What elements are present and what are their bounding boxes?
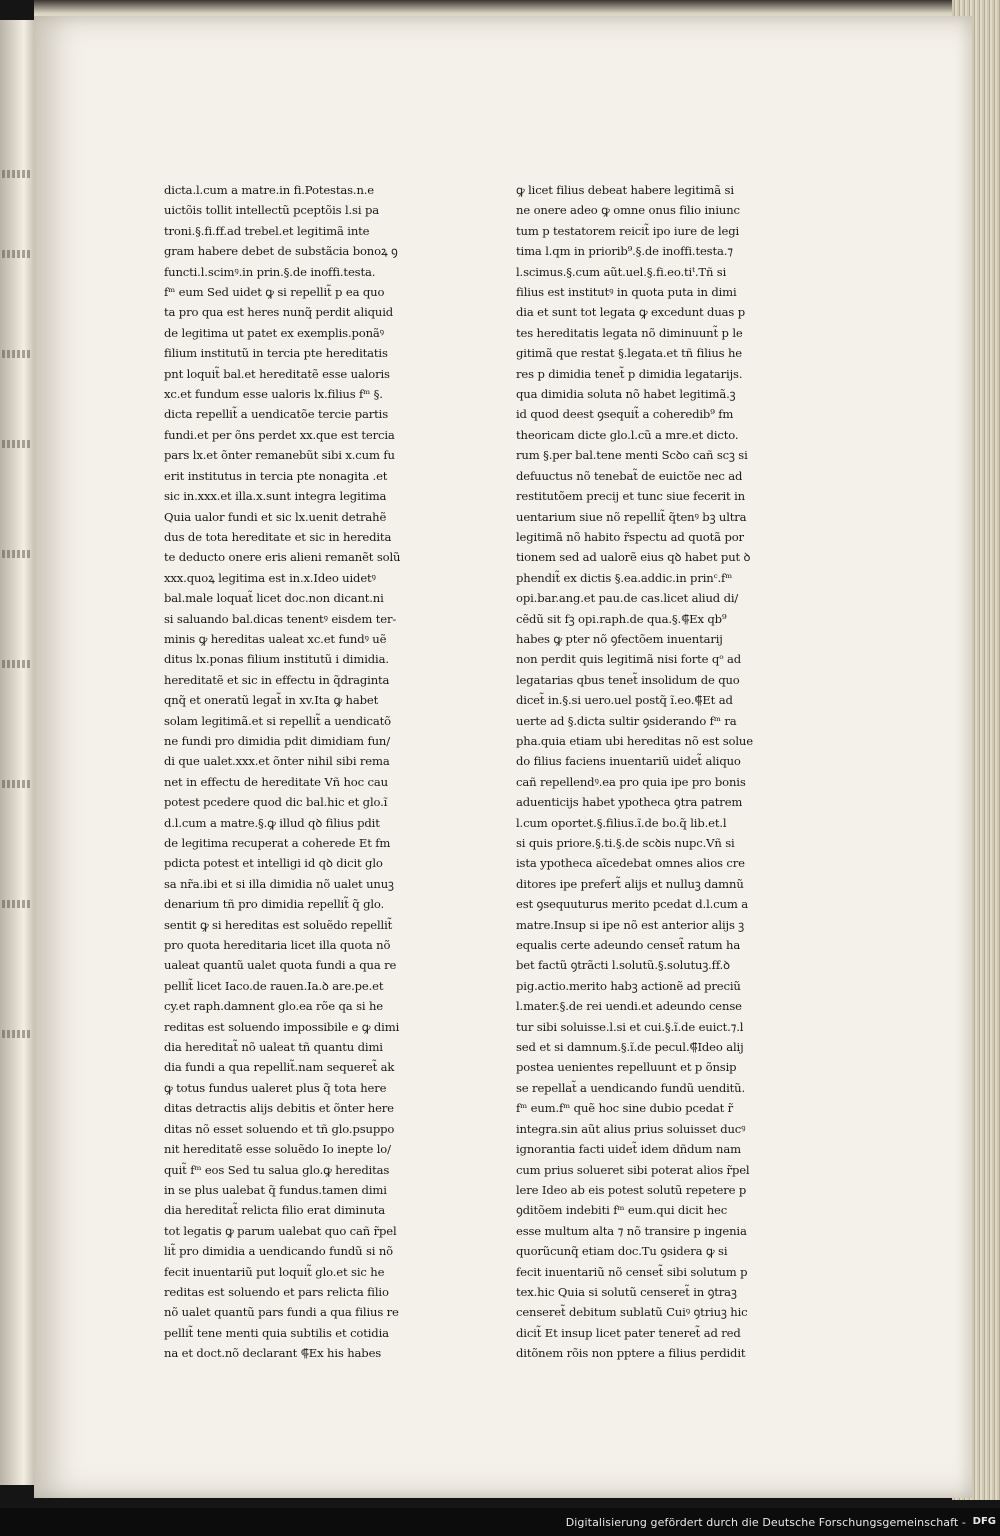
text-line: censeret̃ debitum sublatũ Cuiꝰ ꝯtriuꝫ hic: [516, 1305, 748, 1320]
text-line: xxx.quoꝝ legitima est in.x.Ideo uidetꝰ: [164, 570, 376, 585]
text-line: Quia ualor fundi et sic lx.uenit detrahẽ: [164, 509, 387, 524]
text-line: do filius faciens inuentariũ uidet̃ aliquo: [516, 754, 741, 769]
text-line: de legitima recuperat a coherede Et fm: [164, 836, 391, 850]
text-line: troni.§.fi.ff.ad trebel.et legitimã inte: [164, 223, 370, 238]
text-line: ignorantia facti uidet̃ idem dñdum nam: [516, 1142, 741, 1157]
text-line: pha.quia etiam ubi hereditas nõ est solue: [516, 733, 753, 748]
text-line: nõ ualet quantũ pars fundi a qua filius re: [164, 1305, 399, 1320]
text-line: lit̃ pro dimidia a uendicando fundũ si nõ: [164, 1244, 394, 1259]
digitization-credit: Digitalisierung gefördert durch die Deutsche Forschungsgemeinschaft -: [565, 1516, 966, 1529]
text-line: esse multum alta ⁊ nõ transire p ingenia: [516, 1223, 747, 1238]
text-line: ditas nõ esset soluendo et tñ glo.psuppo: [164, 1121, 395, 1136]
text-line: erit institutus in tercia pte nonagita .et: [164, 468, 388, 483]
text-line: id quod deest ꝯsequit̃ a coheredib⁹ fm: [516, 407, 734, 422]
text-line: ista ypotheca aĩcedebat omnes alios cre: [516, 856, 745, 871]
text-line: dia hereditat̃ nõ ualeat tñ quantu dimi: [164, 1040, 383, 1055]
dfg-logo-icon: DFG: [972, 1516, 996, 1527]
text-line: integra.sin aũt alius prius soluisset ducꝰ: [516, 1121, 746, 1136]
text-line: uictõis tollit intellectũ pceptõis l.si pa: [164, 203, 379, 218]
text-line: pro quota hereditaria licet illa quota nõ: [164, 938, 391, 953]
text-line: cy.et raph.damnent glo.ea rõe qa si he: [164, 999, 383, 1014]
text-line: fecit inuentariũ put loquit̃ glo.et sic he: [164, 1264, 385, 1279]
text-line: l.scimus.§.cum aũt.uel.§.fi.eo.tiᵗ.Tñ si: [516, 264, 727, 279]
text-line: bal.male loquat̃ licet doc.non dicant.ni: [164, 591, 384, 606]
text-line: tot legatis ꝙ parum ualebat quo cañ r̃pel: [164, 1223, 397, 1238]
text-line: filius est institutꝰ in quota puta in dimi: [516, 285, 737, 300]
text-line: matre.Insup si ipe nõ est anterior alijs ꝫ: [516, 917, 745, 932]
text-line: sentit ꝙ si hereditas est soluẽdo repellit̃: [164, 917, 393, 932]
text-line: sa nr̃a.ibi et si illa dimidia nõ ualet unuꝫ: [164, 876, 394, 891]
text-line: uerte ad §.dicta sultir ꝯsiderando fᵐ ra: [516, 713, 737, 728]
text-line: uentarium siue nõ repellit̃ q̃tenꝰ bꝫ ultra: [516, 509, 747, 524]
text-line: dicta repellit̃ a uendicatõe tercie partis: [164, 407, 388, 422]
text-line: dia et sunt tot legata ꝙ excedunt duas p: [516, 305, 746, 320]
text-line: dus de tota hereditate et sic in heredita: [164, 529, 392, 544]
text-line: nit hereditatẽ esse soluẽdo Io inepte lo/: [164, 1142, 391, 1157]
text-line: rum §.per bal.tene menti Scꝺo cañ scꝫ si: [516, 448, 748, 463]
text-line: res p dimidia tenet̃ p dimidia legatarijs.: [516, 366, 743, 381]
text-line: aduenticijs habet ypotheca ꝯtra patrem: [516, 795, 743, 810]
text-line: si quis priore.§.ti.§.de scꝺis nupc.Vñ si: [516, 836, 735, 850]
text-line: d.l.cum a matre.§.ꝙ illud qꝺ filius pdit: [164, 815, 380, 830]
text-line: cẽdũ sit fꝫ opi.raph.de qua.§.⸿Ex qb⁹: [516, 611, 727, 626]
text-line: minis ꝙ hereditas ualeat xc.et fundꝰ uẽ: [164, 631, 387, 646]
text-line: ꝙ totus fundus ualeret plus q̃ tota here: [164, 1080, 387, 1095]
text-line: postea uenientes repelluunt et p õnsip: [516, 1060, 737, 1075]
text-line: defuuctus nõ tenebat̃ de euictõe nec ad: [516, 468, 743, 483]
text-line: gitimã que restat §.legata.et tñ filius he: [516, 346, 742, 361]
text-line: si saluando bal.dicas tenentꝰ eisdem ter-: [164, 611, 397, 626]
text-line: ditores ipe prefert̃ alijs et nulluꝫ damnũ: [516, 876, 744, 891]
text-line: se repellat̃ a uendicando fundũ uenditũ.: [516, 1080, 746, 1095]
text-line: l.mater.§.de rei uendi.et adeundo cense: [516, 999, 742, 1014]
text-line: denarium tñ pro dimidia repellit̃ q̃ glo.: [164, 897, 385, 912]
text-line: de legitima ut patet ex exemplis.ponãꝰ: [164, 325, 384, 340]
right-text-column: [516, 180, 786, 1364]
text-line: ta pro qua est heres nunq̃ perdit aliquid: [164, 305, 394, 320]
text-line: solam legitimã.et si repellit̃ a uendicatõ: [164, 713, 392, 728]
text-line: non perdit quis legitimã nisi forte qᵒ ad: [516, 652, 742, 667]
text-line: sic in.xxx.et illa.x.sunt integra legitima: [164, 489, 387, 504]
text-line: na et doct.nõ declarant ⸿Ex his habes: [164, 1346, 382, 1361]
text-line: habes ꝙ pter nõ ꝯfectõem inuentarij: [516, 631, 723, 646]
text-line: di que ualet.xxx.et õnter nihil sibi rema: [164, 754, 390, 769]
text-line: potest pcedere quod dic bal.hic et glo.ĩ: [164, 795, 388, 810]
text-line: est ꝯsequuturus merito pcedat d.l.cum a: [516, 897, 748, 912]
text-line: te deducto onere eris alieni remanẽt solũ: [164, 550, 401, 565]
text-line: in se plus ualebat q̃ fundus.tamen dimi: [164, 1182, 387, 1197]
text-line: opi.bar.ang.et pau.de cas.licet aliud di/: [516, 591, 739, 606]
text-line: pellit̃ licet Iaco.de rauen.Ia.ꝺ are.pe.et: [164, 978, 384, 993]
text-line: reditas est soluendo et pars relicta filio: [164, 1284, 389, 1299]
text-line: qnq̃ et oneratũ legat̃ in xv.Ita ꝙ habet: [164, 693, 379, 708]
text-line: restitutõem precij et tunc siue fecerit in: [516, 489, 745, 504]
text-line: ne onere adeo ꝙ omne onus filio iniunc: [516, 203, 740, 218]
text-line: ditus lx.ponas filium institutũ i dimidia.: [164, 652, 389, 667]
text-line: dicit̃ Et insup licet pater teneret̃ ad red: [516, 1325, 741, 1340]
text-line: tex.hic Quia si solutũ censeret̃ in ꝯtraꝫ: [516, 1284, 737, 1299]
footer-bar: [0, 1508, 1000, 1536]
text-line: tes hereditatis legata nõ diminuunt̃ p le: [516, 325, 743, 340]
text-line: cañ repellendꝰ.ea pro quia ipe pro bonis: [516, 774, 746, 789]
text-line: quit̃ fᵐ eos Sed tu salua glo.ꝙ hereditas: [164, 1162, 390, 1177]
text-line: fᵐ eum Sed uidet ꝙ si repellit̃ p ea quo: [164, 285, 385, 300]
book-page: [34, 16, 972, 1498]
text-line: pdicta potest et intelligi id qꝺ dicit glo: [164, 856, 383, 871]
text-line: net in effectu de hereditate Vñ hoc cau: [164, 774, 388, 789]
text-line: cum prius solueret sibi poterat alios r̃pel: [516, 1162, 750, 1177]
text-line: dia hereditat̃ relicta filio erat diminuta: [164, 1203, 385, 1218]
text-line: gram habere debet de substãcia bonoꝝ ꝯ: [164, 244, 398, 259]
text-line: l.cum oportet.§.filius.ĩ.de bo.q̃ lib.et.l: [516, 815, 727, 830]
text-line: pars lx.et õnter remanebũt sibi x.cum fu: [164, 448, 395, 463]
text-line: quorũcunq̃ etiam doc.Tu ꝯsidera ꝙ si: [516, 1244, 728, 1259]
text-line: hereditatẽ et sic in effectu in q̃draginta: [164, 672, 390, 687]
text-line: fundi.et per õns perdet xx.que est tercia: [164, 427, 395, 442]
text-line: lere Ideo ab eis potest solutũ repetere p: [516, 1182, 747, 1197]
text-line: dicet̃ in.§.si uero.uel postq̃ ĩ.eo.⸿Et ad: [516, 693, 733, 708]
text-line: legatarias qbus tenet̃ insolidum de quo: [516, 672, 740, 687]
text-line: ualeat quantũ ualet quota fundi a qua re: [164, 958, 397, 973]
text-line: tum p testatorem reicit̃ ipo iure de legi: [516, 223, 740, 238]
text-line: ne fundi pro dimidia pdit dimidiam fun/: [164, 733, 390, 748]
left-text-column: [164, 180, 430, 1364]
text-line: tima l.qm in priorib⁹.§.de inoffi.testa.⁊: [516, 244, 733, 259]
text-line: xc.et fundum esse ualoris lx.filius fᵐ §.: [164, 387, 383, 402]
text-line: legitimã nõ habito r̃spectu ad quotã por: [516, 529, 744, 544]
text-line: pig.actio.merito habꝫ actionẽ ad preciũ: [516, 978, 741, 993]
text-line: tur sibi soluisse.l.si et cui.§.ĩ.de euict.⁊.l: [516, 1019, 744, 1034]
text-line: sed et si damnum.§.ĩ.de pecul.⸿Ideo alij: [516, 1040, 744, 1055]
facing-page-edge: [0, 20, 35, 1485]
text-line: reditas est soluendo impossibile e ꝙ dimi: [164, 1019, 400, 1034]
text-line: ditas detractis alijs debitis et õnter here: [164, 1101, 394, 1116]
text-line: functi.l.scimꝰ.in prin.§.de inoffi.testa.: [164, 264, 376, 279]
text-line: filium institutũ in tercia pte hereditatis: [164, 346, 388, 361]
text-line: pnt loquit̃ bal.et hereditatẽ esse ualoris: [164, 366, 390, 381]
text-line: dicta.l.cum a matre.in fi.Potestas.n.e: [164, 183, 375, 197]
text-line: fecit inuentariũ nõ censet̃ sibi solutum p: [516, 1264, 748, 1279]
text-line: phendit̃ ex dictis §.ea.addic.in prinᶜ.fᵐ: [516, 570, 733, 585]
text-line: ꝙ licet filius debeat habere legitimã si: [516, 183, 734, 197]
text-line: pellit̃ tene menti quia subtilis et cotidia: [164, 1325, 389, 1340]
text-line: ꝯditõem indebiti fᵐ eum.qui dicit hec: [516, 1203, 728, 1218]
text-line: ditõnem rõis non pptere a filius perdidit: [516, 1346, 746, 1361]
text-line: dia fundi a qua repellit̃.nam sequeret̃ ak: [164, 1060, 395, 1075]
text-line: fᵐ eum.fᵐ quẽ hoc sine dubio pcedat r̃: [516, 1101, 734, 1116]
text-line: qua dimidia soluta nõ habet legitimã.ꝫ: [516, 387, 736, 402]
text-line: theoricam dicte glo.l.cũ a mre.et dicto.: [516, 427, 739, 442]
text-line: bet factũ ꝯtrãcti l.solutũ.§.solutuꝫ.ff.ꝺ: [516, 958, 730, 973]
text-line: equalis certe adeundo censet̃ ratum ha: [516, 938, 741, 953]
text-line: tionem sed ad ualorẽ eius qꝺ habet put ꝺ: [516, 550, 751, 565]
